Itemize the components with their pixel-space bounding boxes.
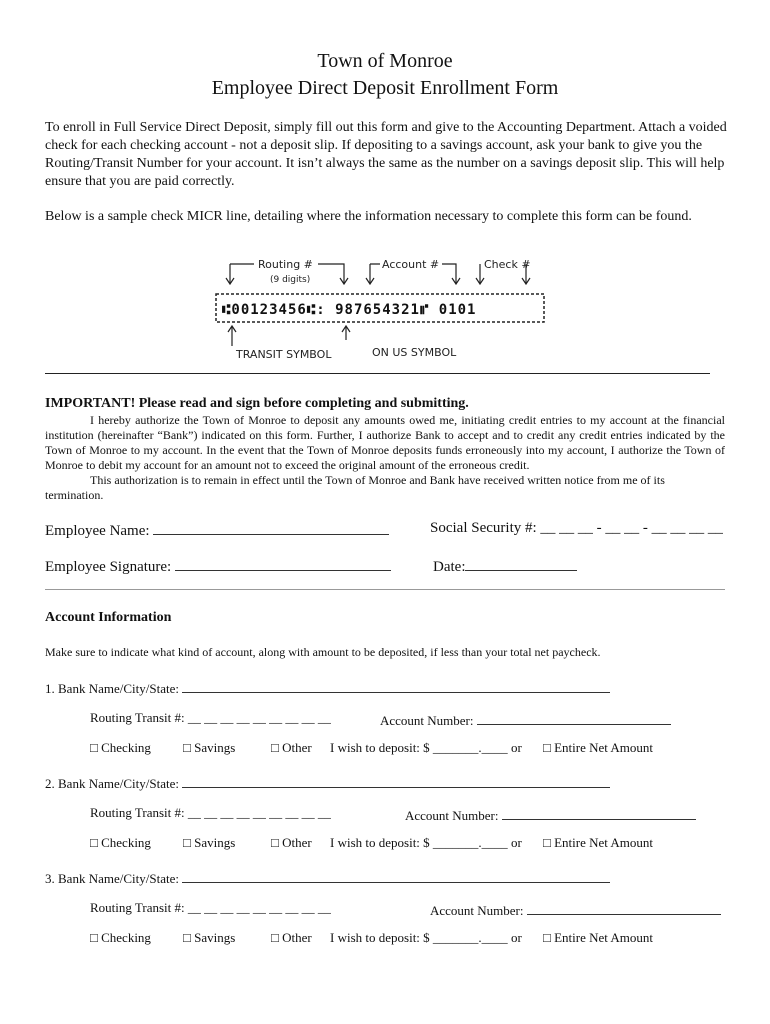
- or-label: or: [511, 930, 522, 945]
- deposit-amount-row: [330, 835, 508, 851]
- form-title-line1: Town of Monroe: [317, 50, 453, 72]
- account-number-field[interactable]: [527, 900, 721, 915]
- employee-signature-row: [45, 556, 391, 576]
- section-divider: [45, 589, 725, 590]
- deposit-amount-label: I wish to deposit: $: [330, 740, 430, 755]
- date-field[interactable]: [465, 556, 577, 571]
- account-number-row: [405, 805, 696, 824]
- date-row: [433, 556, 577, 576]
- routing-transit-field[interactable]: __ __ __ __ __ __ __ __ __: [187, 710, 331, 725]
- or-label: or: [511, 740, 522, 755]
- date-label: Date:: [433, 559, 466, 575]
- checking-checkbox[interactable]: □ Checking: [90, 740, 151, 755]
- deposit-amount-row: [330, 930, 508, 946]
- authorization-text: I hereby authorize the Town of Monroe to deposit any amounts owed me, initiating credit entries to my account at the financial institution (hereinafter “Bank”) indicated on this form. Further, I authorize Bank to accept and to credit any credit entries indicated by the Town of Monroe to my account. In the event that the Town of Monroe deposits funds erroneously into my account, I authorize the Town of Monroe to debit my account for an amount not to exceed the original amount of the erroneous credit.: [45, 413, 725, 472]
- bank-name-field[interactable]: [182, 773, 610, 788]
- intro-paragraph: To enroll in Full Service Direct Deposit, simply fill out this form and give to the Accounting Department. Attach a voided check for each checking account - not a deposit slip. If depositing to a savings account, ask your bank to give you the Routing/Transit Number for your account. It isn’t always the same as the number on a savings deposit slip. This will help ensure that you are paid correctly.: [45, 120, 727, 189]
- account-number-field[interactable]: [502, 805, 696, 820]
- routing-transit-row: [90, 900, 331, 916]
- routing-transit-label: Routing Transit #:: [90, 710, 185, 725]
- account-number-row: [380, 710, 671, 729]
- employee-signature-field[interactable]: [175, 556, 391, 571]
- routing-transit-field[interactable]: __ __ __ __ __ __ __ __ __: [187, 805, 331, 820]
- deposit-amount-field[interactable]: _______.____: [432, 835, 508, 850]
- routing-transit-field[interactable]: __ __ __ __ __ __ __ __ __: [187, 900, 331, 915]
- employee-name-label: Employee Name:: [45, 523, 150, 539]
- other-checkbox[interactable]: □ Other: [271, 930, 312, 945]
- bank-name-row: [45, 773, 610, 792]
- bank-name-field[interactable]: [182, 868, 610, 883]
- savings-checkbox[interactable]: □ Savings: [183, 930, 236, 945]
- symbol-arrows: [228, 326, 350, 346]
- or-label: or: [511, 835, 522, 850]
- account-info-instructions: Make sure to indicate what kind of account, along with amount to be deposited, if less than your total net paycheck.: [45, 645, 601, 659]
- bank-name-row: [45, 678, 610, 697]
- transit-symbol-label: TRANSIT SYMBOL: [236, 348, 332, 361]
- account-number-label: Account Number:: [405, 808, 499, 823]
- savings-checkbox[interactable]: □ Savings: [183, 740, 236, 755]
- routing-transit-label: Routing Transit #:: [90, 900, 185, 915]
- on-us-symbol-label: ON US SYMBOL: [372, 346, 457, 359]
- deposit-amount-field[interactable]: _______.____: [432, 930, 508, 945]
- check-label: Check #: [484, 258, 531, 271]
- routing-transit-row: [90, 805, 331, 821]
- bank-name-row: [45, 868, 610, 887]
- entire-net-amount-checkbox[interactable]: □ Entire Net Amount: [543, 835, 654, 850]
- employee-name-field[interactable]: [153, 520, 389, 535]
- routing-transit-row: [90, 710, 331, 726]
- savings-checkbox[interactable]: □ Savings: [183, 835, 236, 850]
- deposit-amount-label: I wish to deposit: $: [330, 835, 430, 850]
- account-number-row: [430, 900, 721, 919]
- account-info-heading: Account Information: [45, 610, 172, 625]
- checking-checkbox[interactable]: □ Checking: [90, 835, 151, 850]
- entire-net-amount-checkbox[interactable]: □ Entire Net Amount: [543, 930, 654, 945]
- ssn-row: [430, 520, 723, 537]
- bank-name-label: 1. Bank Name/City/State:: [45, 681, 179, 696]
- account-number-label: Account Number:: [430, 903, 524, 918]
- other-checkbox[interactable]: □ Other: [271, 740, 312, 755]
- deposit-amount-label: I wish to deposit: $: [330, 930, 430, 945]
- entire-net-amount-checkbox[interactable]: □ Entire Net Amount: [543, 740, 654, 755]
- bank-name-field[interactable]: [182, 678, 610, 693]
- bank-name-label: 2. Bank Name/City/State:: [45, 776, 179, 791]
- employee-signature-label: Employee Signature:: [45, 559, 172, 575]
- micr-sample-diagram: [210, 254, 550, 366]
- ssn-label: Social Security #:: [430, 520, 537, 536]
- account-label: Account #: [382, 258, 440, 271]
- account-number-field[interactable]: [477, 710, 671, 725]
- routing-transit-label: Routing Transit #:: [90, 805, 185, 820]
- section-divider: [45, 373, 710, 374]
- employee-name-row: [45, 520, 389, 540]
- important-heading: IMPORTANT! Please read and sign before completing and submitting.: [45, 396, 469, 411]
- routing-sub-label: (9 digits): [270, 275, 311, 285]
- routing-label: Routing #: [258, 258, 313, 271]
- ssn-field[interactable]: __ __ __ - __ __ - __ __ __ __: [540, 520, 723, 536]
- deposit-amount-row: [330, 740, 508, 756]
- deposit-amount-field[interactable]: _______.____: [432, 740, 508, 755]
- other-checkbox[interactable]: □ Other: [271, 835, 312, 850]
- micr-intro-paragraph: Below is a sample check MICR line, detailing where the information necessary to complete this form can be found.: [45, 209, 692, 224]
- account-number-label: Account Number:: [380, 713, 474, 728]
- micr-line-text: ⑆00123456⑆: 987654321⑈ 0101: [222, 302, 477, 318]
- authorization-termination-text: This authorization is to remain in effect until the Town of Monroe and Bank have received written notice from me of its termination.: [45, 473, 665, 502]
- form-title-line2: Employee Direct Deposit Enrollment Form: [211, 77, 559, 99]
- bank-name-label: 3. Bank Name/City/State:: [45, 871, 179, 886]
- checking-checkbox[interactable]: □ Checking: [90, 930, 151, 945]
